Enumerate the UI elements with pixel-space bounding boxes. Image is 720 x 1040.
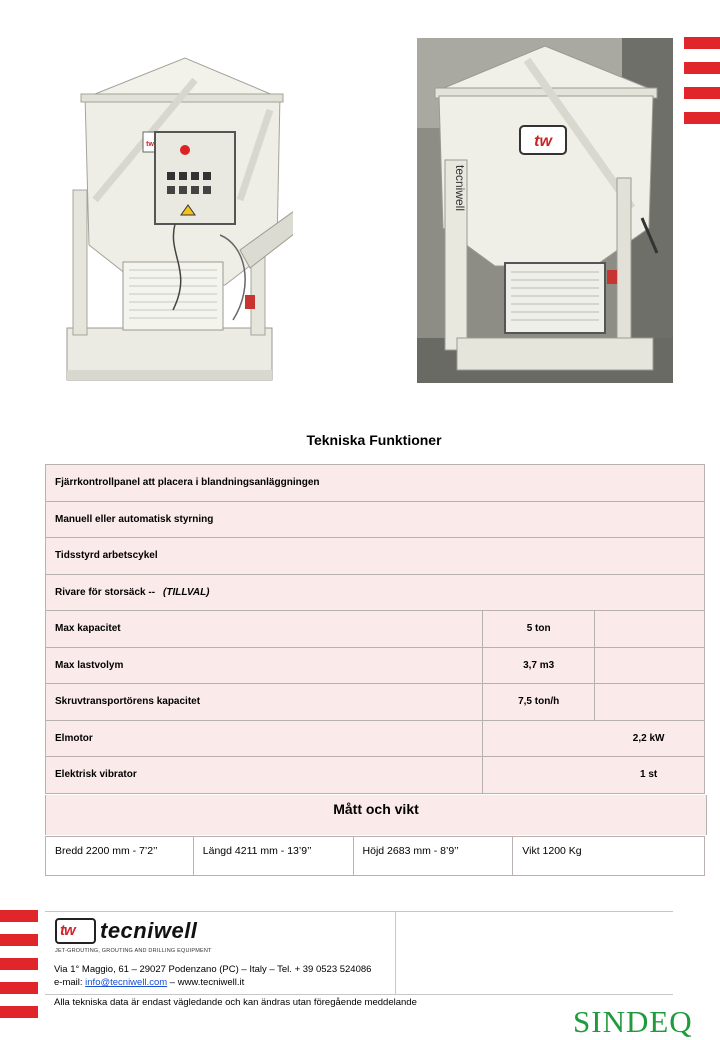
feature-cell: Rivare för storsäck -- (TILLVAL) <box>46 574 705 611</box>
spec-value: 5 ton <box>483 611 595 648</box>
spec-empty <box>595 647 705 684</box>
table-row <box>46 465 705 502</box>
disclaimer-text: Alla tekniska data är endast vägledande och kan ändras utan föregående meddelande <box>54 997 417 1008</box>
email-link[interactable]: info@tecniwell.com <box>85 977 168 988</box>
table-row <box>46 837 705 876</box>
footer-divider-bottom <box>45 994 673 995</box>
table-row <box>46 757 705 794</box>
distributor-logo: SINDEQ <box>573 1004 693 1039</box>
company-address: Via 1° Maggio, 61 – 29027 Podenzano (PC) – Italy – Tel. + 39 0523 524086 <box>54 964 372 975</box>
product-photo-front <box>55 40 293 390</box>
company-tagline: JET-GROUTING, GROUTING AND DRILLING EQUIPMENT <box>55 948 212 954</box>
photo-logo-right: tw <box>534 133 552 150</box>
optional-note: (TILLVAL) <box>163 586 210 598</box>
decorative-stripes-top-right <box>684 37 720 137</box>
table-row <box>46 611 705 648</box>
spec-value: 1 st <box>483 757 705 794</box>
brand-name: tecniwell <box>100 918 198 943</box>
section-title: Tekniska Funktioner <box>306 432 442 448</box>
table-row <box>46 574 705 611</box>
spec-value: 7,5 ton/h <box>483 684 595 721</box>
dimension-weight: Vikt 1200 Kg <box>513 837 705 876</box>
footer-divider-vertical <box>395 911 396 994</box>
logo-mark-icon: tw <box>55 918 96 944</box>
spec-label: Elmotor <box>46 720 483 757</box>
feature-cell: Tidsstyrd arbetscykel <box>46 538 705 575</box>
table-row <box>46 684 705 721</box>
spec-label: Skruvtransportörens kapacitet <box>46 684 483 721</box>
table-row <box>46 501 705 538</box>
spec-value: 3,7 m3 <box>483 647 595 684</box>
table-row <box>46 720 705 757</box>
spec-value: 2,2 kW <box>483 720 705 757</box>
dimension-width: Bredd 2200 mm - 7’2’’ <box>46 837 194 876</box>
dimension-height: Höjd 2683 mm - 8’9’’ <box>353 837 513 876</box>
decorative-stripes-bottom-left <box>0 910 38 1030</box>
product-photo-side <box>417 38 673 383</box>
spec-empty <box>595 684 705 721</box>
photo-side-text: tecniwell <box>453 164 467 212</box>
table-row <box>46 647 705 684</box>
footer-divider-top <box>45 911 673 912</box>
website-text: – www.tecniwell.it <box>167 977 245 988</box>
dimensions-table <box>45 836 705 876</box>
features-table <box>45 464 705 794</box>
feature-cell: Manuell eller automatisk styrning <box>46 501 705 538</box>
spec-label: Max kapacitet <box>46 611 483 648</box>
spec-label: Elektrisk vibrator <box>46 757 483 794</box>
feature-cell: Fjärrkontrollpanel att placera i blandningsanläggningen <box>46 465 705 502</box>
spec-label: Max lastvolym <box>46 647 483 684</box>
dimension-length: Längd 4211 mm - 13’9’’ <box>193 837 353 876</box>
company-logo <box>55 918 197 944</box>
dimensions-heading: Mått och vikt <box>45 795 707 835</box>
company-contact: e-mail: info@tecniwell.com – www.tecniwell.it <box>54 977 245 988</box>
spec-empty <box>595 611 705 648</box>
photo-logo-left: tw <box>146 141 154 148</box>
table-row <box>46 538 705 575</box>
